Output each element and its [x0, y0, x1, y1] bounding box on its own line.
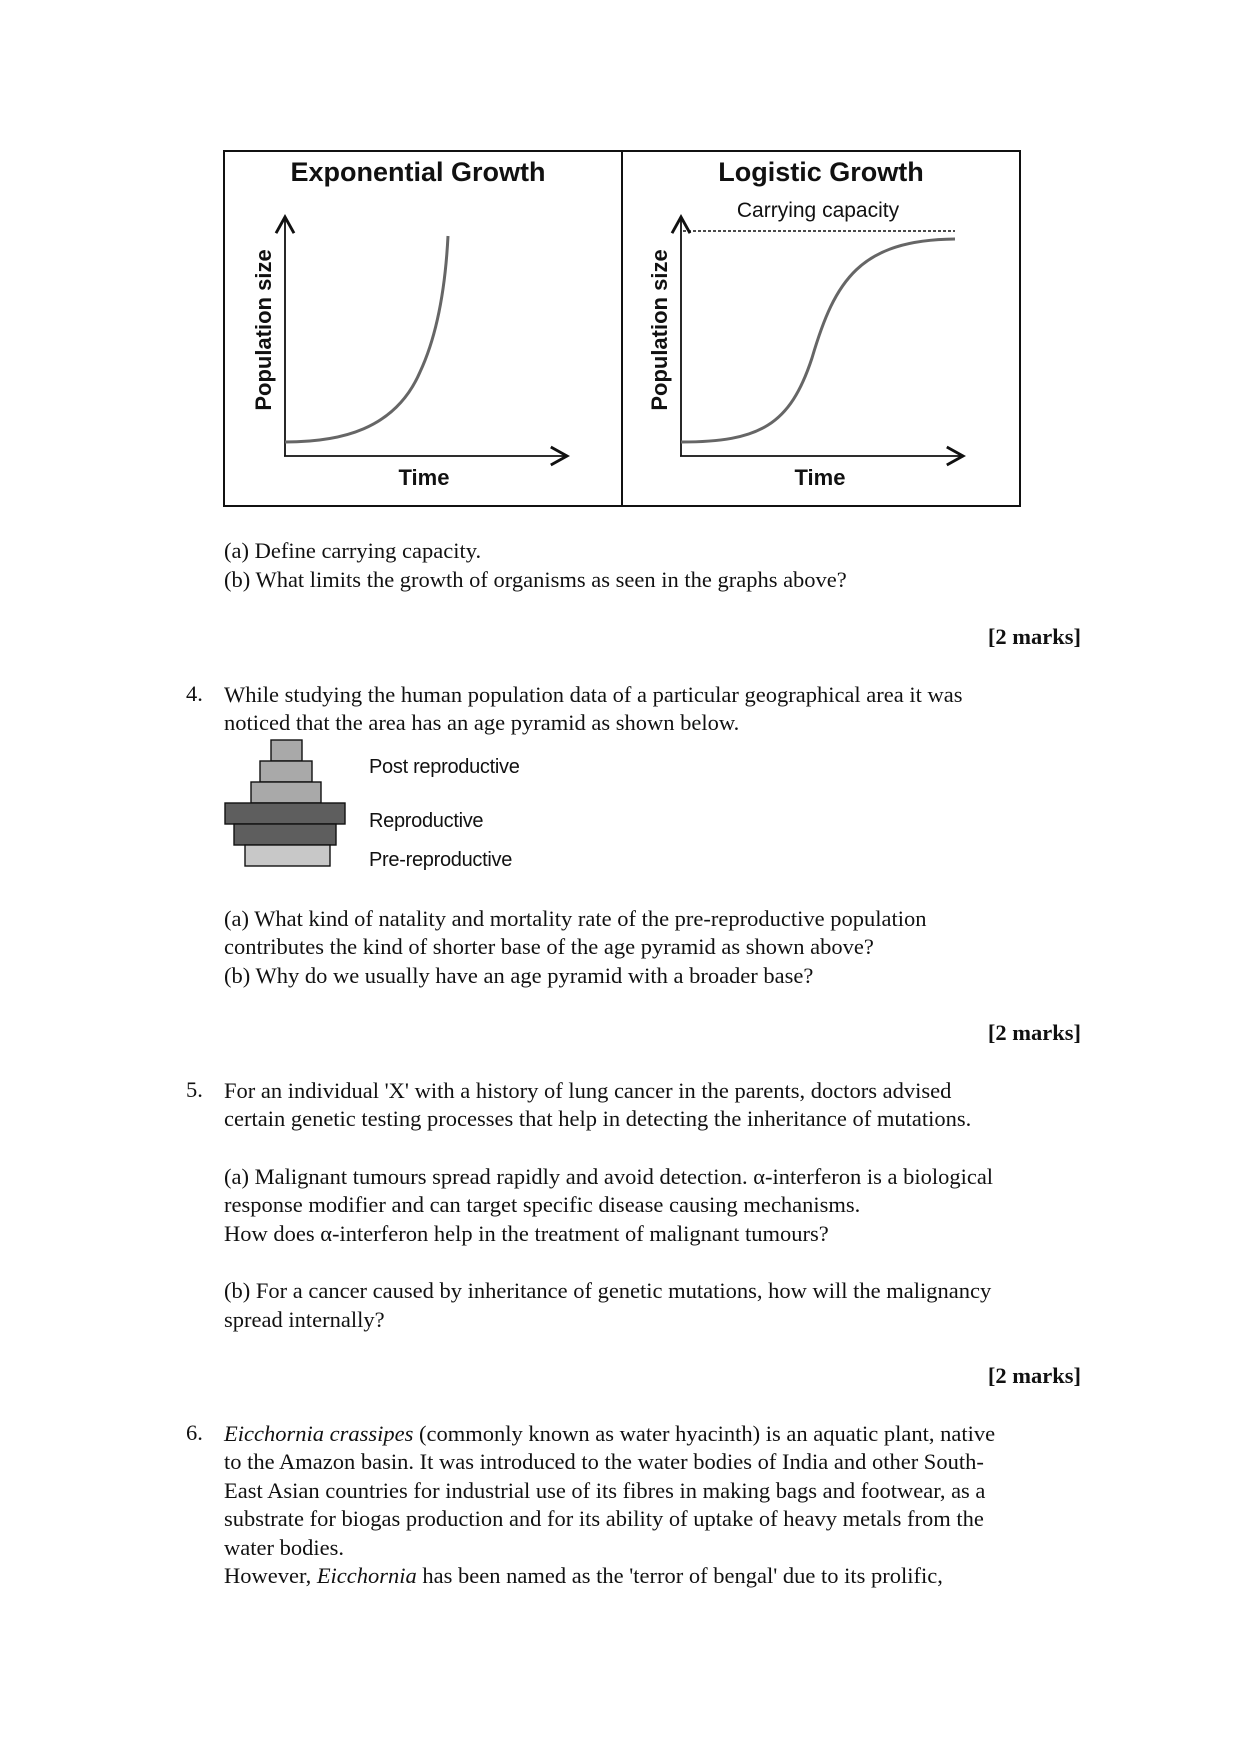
q5-part-b-line2: spread internally?	[224, 1307, 385, 1332]
pyramid-bar-post-middle	[260, 761, 312, 782]
q6-line6-prefix: However,	[224, 1563, 317, 1588]
q6-line4: substrate for biogas production and for its ability of uptake of heavy metals from the	[224, 1506, 984, 1531]
pyramid-bar-reproductive-top	[225, 803, 345, 824]
q4-part-a-line1: (a) What kind of natality and mortality rate of the pre-reproductive population	[224, 906, 927, 931]
q5-part-b-line1: (b) For a cancer caused by inheritance of genetic mutations, how will the malignancy	[224, 1278, 992, 1303]
q3-part-b: (b) What limits the growth of organisms as seen in the graphs above?	[224, 567, 847, 592]
q6-line3: East Asian countries for industrial use of its fibres in making bags and footwear, as a	[224, 1478, 986, 1503]
q5-part-a-line1: (a) Malignant tumours spread rapidly and avoid detection. α-interferon is a biological	[224, 1164, 994, 1189]
pyramid-label-pre-reproductive: Pre-reproductive	[369, 849, 513, 871]
q6-line6-text: has been named as the 'terror of bengal' due to its prolific,	[416, 1563, 943, 1588]
q3-marks: [2 marks]	[987, 624, 1081, 649]
q5-line2: certain genetic testing processes that help in detecting the inheritance of mutations.	[224, 1106, 972, 1131]
q3-part-a: (a) Define carrying capacity.	[224, 538, 482, 563]
exponential-x-label: Time	[398, 465, 450, 490]
q5-line1: For an individual 'X' with a history of lung cancer in the parents, doctors advised	[224, 1078, 952, 1103]
q6-line1-text: (commonly known as water hyacinth) is an aquatic plant, native	[413, 1421, 996, 1446]
age-pyramid	[0, 0, 400, 900]
q6-line1	[224, 1420, 995, 1449]
pyramid-bar-post-top	[271, 740, 302, 761]
q6-number: 6.	[186, 1420, 203, 1445]
q4-line2: noticed that the area has an age pyramid as shown below.	[224, 710, 740, 735]
logistic-title: Logistic Growth	[718, 157, 924, 187]
q6-line5: water bodies.	[224, 1535, 344, 1560]
pyramid-bar-reproductive-bottom	[234, 824, 336, 845]
pyramid-bar-pre-reproductive	[245, 845, 330, 866]
q4-number: 4.	[186, 681, 203, 706]
carrying-capacity-label: Carrying capacity	[736, 199, 900, 222]
pyramid-label-reproductive: Reproductive	[369, 810, 484, 832]
q5-part-a-line3: How does α-interferon help in the treatment of malignant tumours?	[224, 1221, 829, 1246]
pyramid-bar-post-bottom	[251, 782, 321, 803]
logistic-x-label: Time	[794, 465, 846, 490]
exponential-y-label: Population size	[251, 249, 276, 411]
q6-genus-name: Eicchornia	[316, 1563, 417, 1588]
q4-marks: [2 marks]	[987, 1020, 1081, 1045]
logistic-y-label: Population size	[647, 249, 672, 411]
q6-line2: to the Amazon basin. It was introduced to the water bodies of India and other South-	[224, 1449, 984, 1474]
q6-line6	[224, 1562, 943, 1591]
q5-part-a-line2: response modifier and can target specific disease causing mechanisms.	[224, 1192, 861, 1217]
pyramid-label-post-reproductive: Post reproductive	[369, 756, 520, 778]
q5-marks: [2 marks]	[987, 1363, 1081, 1388]
q4-line1: While studying the human population data of a particular geographical area it was	[224, 682, 963, 707]
logistic-curve	[681, 239, 955, 442]
q4-part-a-line2: contributes the kind of shorter base of the age pyramid as shown above?	[224, 934, 874, 959]
q4-part-b: (b) Why do we usually have an age pyramid with a broader base?	[224, 963, 814, 988]
q5-number: 5.	[186, 1077, 203, 1102]
exponential-title: Exponential Growth	[290, 157, 546, 187]
q6-species-name: Eicchornia crassipes	[224, 1421, 414, 1446]
